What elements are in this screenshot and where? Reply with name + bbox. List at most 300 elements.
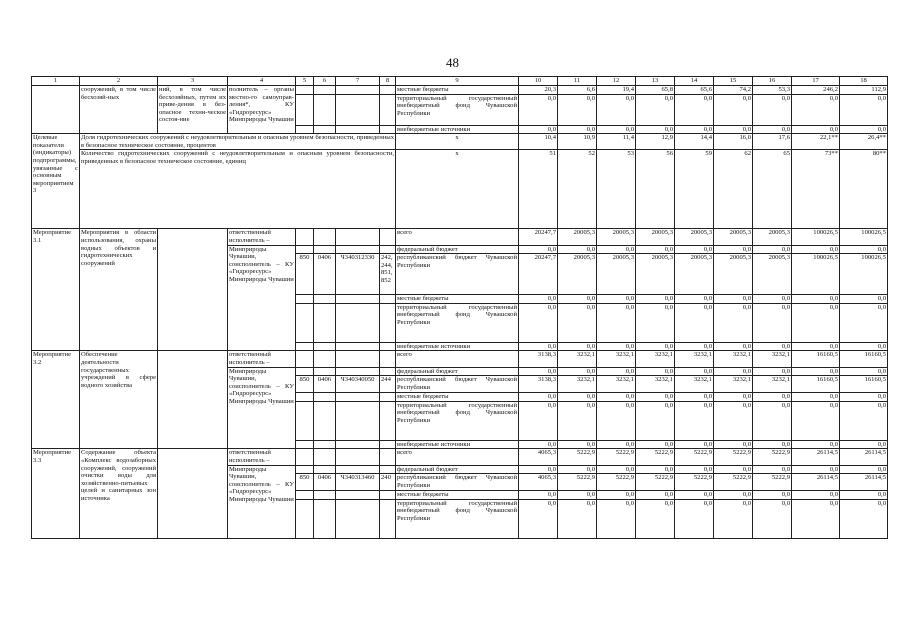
code-cell [296,491,314,500]
code-cell [314,245,336,254]
code-cell [296,393,314,402]
code-cell [296,229,314,245]
value-cell: 0,0 [753,342,792,351]
value-cell: 73** [792,150,840,229]
value-cell: 0,0 [675,499,714,538]
measure-executor-head-cell: ответственный исполнитель – [228,351,296,367]
header-cell: 17 [792,77,840,86]
value-cell: 0,0 [840,367,888,376]
code-cell [380,491,396,500]
measure-task-cell [158,351,228,449]
value-cell: 12,9 [636,134,675,150]
value-cell: 0,0 [840,303,888,342]
value-cell: 0,0 [636,499,675,538]
code-cell [296,367,314,376]
source-cell: территориальный государственный внебюджетный фонд Чувашской Республики [396,499,519,538]
source-cell: республиканский бюджет Чувашской Республики [397,474,517,489]
measure-executor-head-cell: ответственный исполнитель – [228,449,296,465]
source-cell: местные бюджеты [396,491,519,500]
value-cell: 0,0 [597,367,636,376]
value-cell: 0,0 [558,295,597,304]
target-article-cell: Ч340312330 [336,254,380,295]
value-cell: 26114,5 [792,474,840,491]
value-cell: 0,0 [792,245,840,254]
value-cell: 3232,1 [636,376,675,393]
value-cell: 0,0 [597,491,636,500]
value-cell: 0,0 [753,94,792,125]
code-cell [336,393,380,402]
expense-type-cell: 244 [380,376,396,393]
value-cell: 0,0 [636,125,675,134]
value-cell: 6,6 [558,86,597,95]
value-cell: 0,0 [753,393,792,402]
value-cell: 20005,3 [753,229,792,245]
value-cell: 14,4 [675,134,714,150]
code-cell [380,86,396,95]
value-cell: 0,0 [675,94,714,125]
value-cell: 0,0 [558,491,597,500]
value-cell: 56 [636,150,675,229]
budget-table [31,76,888,539]
value-cell: 0,0 [714,245,753,254]
measure-task-cell [158,449,228,538]
code-cell [314,229,336,245]
code-cell [336,440,380,449]
source-cell: всего [396,351,519,367]
value-cell: 0,0 [840,295,888,304]
value-cell: 53,3 [753,86,792,95]
code-cell [296,351,314,367]
header-cell: 8 [380,77,396,86]
value-cell: 20005,3 [597,229,636,245]
value-cell: 0,0 [597,465,636,474]
code-cell [336,229,380,245]
target-article-cell: Ч340313460 [336,474,380,491]
value-cell: 246,2 [792,86,840,95]
value-cell: 0,0 [558,440,597,449]
continuation-task-cell: ний, в том числе бесхозяйных, путем их приве-дения в без-опасное техни-ческое состоя-ние [158,86,228,134]
value-cell: 0,0 [558,342,597,351]
header-cell: 5 [296,77,314,86]
value-cell: 0,0 [636,245,675,254]
value-cell: 0,0 [519,401,558,440]
value-cell: 0,0 [558,499,597,538]
value-cell: 0,0 [753,465,792,474]
value-cell: 20005,3 [558,229,597,245]
value-cell: 0,0 [675,303,714,342]
continuation-name-cell: сооружений, в том числе бесхозяй-ных [80,86,158,134]
code-cell [314,491,336,500]
code-cell [380,303,396,342]
code-cell [314,499,336,538]
code-cell [336,491,380,500]
value-cell: 0,0 [792,94,840,125]
code-cell [380,393,396,402]
value-cell: 16160,5 [840,376,888,393]
value-cell: 0,0 [753,440,792,449]
value-cell: 3232,1 [558,351,597,367]
value-cell: 0,0 [792,499,840,538]
value-cell: 0,0 [840,465,888,474]
continuation-id-cell [32,86,80,134]
value-cell: 0,0 [636,491,675,500]
gov-code-cell: 850 [296,254,314,295]
value-cell: 3232,1 [597,351,636,367]
value-cell: 51 [519,150,558,229]
measure-executor-cell: Минприроды Чувашии, соисполнитель – КУ «Гидроресурс» Минприроды Чувашии [228,465,296,538]
value-cell: 0,0 [792,303,840,342]
value-cell: 0,0 [597,401,636,440]
code-cell [296,295,314,304]
code-cell [336,401,380,440]
source-cell: внебюджетные источники [396,125,519,134]
code-cell [336,86,380,95]
code-cell [314,125,336,134]
indicator-row [32,150,888,229]
code-cell [380,440,396,449]
source-cell: республиканский бюджет Чувашской Республики [397,376,517,391]
code-cell [380,245,396,254]
measure-name-cell: Содержание объекта «Комплекс водозаборных сооружений, сооружений очистки воды для хозяйственно-питьевых целей и санитарных зон источника [80,449,158,538]
value-cell: 10,9 [558,134,597,150]
code-cell [336,94,380,125]
section-code-cell: 0406 [314,376,336,393]
header-cell: 2 [80,77,158,86]
header-cell: 1 [32,77,80,86]
value-cell: 3232,1 [714,351,753,367]
value-cell: 3232,1 [636,351,675,367]
header-cell: 13 [636,77,675,86]
source-cell: местные бюджеты [396,86,519,95]
value-cell: 0,0 [714,491,753,500]
code-cell [380,499,396,538]
code-cell [296,125,314,134]
code-cell [296,94,314,125]
value-cell: 20005,3 [714,254,753,295]
value-cell: 0,0 [753,245,792,254]
value-cell: 26114,5 [792,449,840,465]
code-cell [380,449,396,465]
value-cell: 4065,3 [519,449,558,465]
code-cell [336,303,380,342]
value-cell: 5222,9 [558,449,597,465]
value-cell: 20,3 [519,86,558,95]
value-cell: 0,0 [792,295,840,304]
value-cell: 20005,3 [753,254,792,295]
value-cell: 3232,1 [753,351,792,367]
code-cell [380,342,396,351]
value-cell: 0,0 [636,393,675,402]
value-cell: 0,0 [792,440,840,449]
code-cell [314,342,336,351]
value-cell: 22,1** [792,134,840,150]
value-cell: 65,6 [675,86,714,95]
value-cell: 3138,3 [519,351,558,367]
value-cell: 3232,1 [597,376,636,393]
value-cell: 0,0 [714,295,753,304]
measure-executor-cell: Минприроды Чувашии, соисполнитель – КУ «Гидроресурс» Минприроды Чувашии [228,367,296,449]
code-cell [336,449,380,465]
source-cell: республиканский бюджет Чувашской Республики [396,254,519,295]
value-cell: 0,0 [636,303,675,342]
value-cell: 0,0 [840,491,888,500]
code-cell [380,125,396,134]
value-cell: 0,0 [840,245,888,254]
code-cell [296,303,314,342]
value-cell: 0,0 [753,125,792,134]
value-cell: 0,0 [597,125,636,134]
value-cell: 19,4 [597,86,636,95]
code-cell [380,401,396,440]
value-cell: 0,0 [753,401,792,440]
code-cell [336,367,380,376]
value-cell: 80** [840,150,888,229]
source-cell: федеральный бюджет [396,465,519,474]
header-cell: 4 [228,77,296,86]
value-cell: 0,0 [675,295,714,304]
measure-row [32,351,888,367]
source-cell: территориальный государственный внебюджетный фонд Чувашской Республики [396,401,519,440]
value-cell: 0,0 [519,295,558,304]
value-cell: 0,0 [675,393,714,402]
indicator-text-cell: Количество гидротехнических сооружений с неудовлетворительным и опасным уровнем безопасности, приведенных в безопасное техническое состояние, единиц [80,150,396,229]
code-cell [296,499,314,538]
measure-id-cell: Мероприятие 3.1 [32,229,80,351]
value-cell: 0,0 [714,125,753,134]
expense-type-cell: 240 [380,474,396,491]
value-cell: 5222,9 [597,474,636,491]
value-cell: 0,0 [792,465,840,474]
value-cell: 0,0 [558,367,597,376]
value-cell: 0,0 [792,491,840,500]
value-cell: 0,0 [714,342,753,351]
header-cell: 3 [158,77,228,86]
value-cell: 16160,5 [792,376,840,393]
code-cell [380,229,396,245]
value-cell: 4065,3 [519,474,558,491]
source-cell: федеральный бюджет [396,245,519,254]
header-cell: 18 [840,77,888,86]
value-cell: 0,0 [840,401,888,440]
value-cell: 10,4 [519,134,558,150]
table-body [32,77,888,539]
value-cell: 0,0 [792,393,840,402]
code-cell [336,351,380,367]
value-cell: 0,0 [519,94,558,125]
value-cell: 0,0 [597,499,636,538]
code-cell [336,342,380,351]
code-cell [314,295,336,304]
value-cell: 0,0 [558,465,597,474]
value-cell: 5222,9 [714,449,753,465]
value-cell: 0,0 [636,94,675,125]
value-cell: 0,0 [714,401,753,440]
value-cell: 0,0 [753,367,792,376]
header-cell: 11 [558,77,597,86]
value-cell: 0,0 [597,295,636,304]
code-cell [314,465,336,474]
gov-code-cell: 850 [296,376,314,393]
value-cell: 0,0 [675,342,714,351]
section-code-cell: 0406 [314,254,336,295]
header-cell: 12 [597,77,636,86]
code-cell [314,367,336,376]
value-cell: 17,6 [753,134,792,150]
continuation-executor-cell: полнитель – органы местно-го самоуправ-ления*, КУ «Гидроресурс» Минприроды Чувашии [228,86,296,134]
measure-task-cell [158,229,228,351]
code-cell [314,401,336,440]
code-cell [380,465,396,474]
code-cell [314,440,336,449]
value-cell: 0,0 [519,465,558,474]
indicator-text-cell: Доля гидротехнических сооружений с неудовлетворительным и опасным уровнем безопасности, приведенных в безопасное техническое состояние, процентов [81,134,394,149]
value-cell: 5222,9 [636,449,675,465]
source-cell: территориальный государственный внебюджетный фонд Чувашской Республики [396,94,519,125]
measure-id-cell: Мероприятие 3.2 [32,351,80,449]
value-cell: 0,0 [519,303,558,342]
value-cell: 0,0 [840,94,888,125]
value-cell: 59 [675,150,714,229]
value-cell: 0,0 [714,393,753,402]
value-cell: 5222,9 [714,474,753,491]
value-cell: 3232,1 [714,376,753,393]
value-cell: 5222,9 [636,474,675,491]
value-cell: 5222,9 [558,474,597,491]
value-cell: 0,0 [714,94,753,125]
value-cell: 20005,3 [597,254,636,295]
value-cell: 20005,3 [636,254,675,295]
measure-id-cell: Мероприятие 3.3 [32,449,80,538]
value-cell: 0,0 [840,440,888,449]
value-cell: 0,0 [558,303,597,342]
measure-row [32,229,888,245]
header-cell: 15 [714,77,753,86]
value-cell: 16160,5 [792,351,840,367]
value-cell: 0,0 [675,401,714,440]
value-cell: 65,8 [636,86,675,95]
value-cell: 112,9 [840,86,888,95]
section-code-cell: 0406 [314,474,336,491]
measure-name-cell: Обеспечение деятельности государственных учреждений в сфере водного хозяйства [80,351,158,449]
code-cell [296,440,314,449]
value-cell: 0,0 [519,440,558,449]
value-cell: 0,0 [636,367,675,376]
header-cell: 10 [519,77,558,86]
value-cell: 0,0 [840,125,888,134]
value-cell: 0,0 [675,125,714,134]
code-cell [296,342,314,351]
measure-executor-cell: Минприроды Чувашии, соисполнитель – КУ «Гидроресурс» Минприроды Чувашии [228,245,296,351]
code-cell [296,449,314,465]
value-cell: 16160,5 [840,351,888,367]
value-cell: 3232,1 [753,376,792,393]
source-cell: местные бюджеты [396,393,519,402]
value-cell: 74,2 [714,86,753,95]
value-cell: 100026,5 [840,254,888,295]
value-cell: 5222,9 [753,449,792,465]
value-cell: 0,0 [519,393,558,402]
value-cell: 0,0 [840,393,888,402]
code-cell [314,94,336,125]
source-cell: местные бюджеты [396,295,519,304]
value-cell: 0,0 [636,342,675,351]
value-cell: 0,0 [558,94,597,125]
value-cell: 0,0 [597,94,636,125]
code-cell [314,86,336,95]
source-cell: внебюджетные источники [396,342,519,351]
code-cell [314,351,336,367]
value-cell: 0,0 [636,295,675,304]
gov-code-cell: 850 [296,474,314,491]
value-cell: 0,0 [558,245,597,254]
value-cell: 100026,5 [792,254,840,295]
value-cell: 62 [714,150,753,229]
source-cell: всего [396,449,519,465]
indicator-x-cell: x [396,134,519,150]
header-cell: 7 [336,77,380,86]
value-cell: 65 [753,150,792,229]
value-cell: 100026,5 [792,229,840,245]
code-cell [380,367,396,376]
value-cell: 100026,5 [840,229,888,245]
value-cell: 5222,9 [753,474,792,491]
header-cell: 6 [314,77,336,86]
value-cell: 0,0 [636,465,675,474]
continuation-row [32,86,888,95]
code-cell [336,245,380,254]
value-cell: 5222,9 [675,449,714,465]
code-cell [314,393,336,402]
code-cell [314,449,336,465]
value-cell: 0,0 [714,499,753,538]
value-cell: 0,0 [558,401,597,440]
value-cell: 0,0 [675,465,714,474]
value-cell: 26114,5 [840,449,888,465]
header-cell: 16 [753,77,792,86]
value-cell: 0,0 [675,491,714,500]
value-cell: 0,0 [840,499,888,538]
source-cell: всего [396,229,519,245]
value-cell: 20247,7 [519,254,558,295]
value-cell: 0,0 [519,125,558,134]
code-cell [296,465,314,474]
value-cell: 20247,7 [519,229,558,245]
page-number: 48 [446,55,459,70]
value-cell: 16,0 [714,134,753,150]
measure-name-cell: Мероприятия в области использования, охраны водных объектов и гидротехнических сооружений [80,229,158,351]
code-cell [296,86,314,95]
code-cell [336,125,380,134]
value-cell: 0,0 [753,295,792,304]
header-cell: 14 [675,77,714,86]
expense-type-cell: 242, 244, 851, 852 [380,254,396,295]
value-cell: 0,0 [714,367,753,376]
code-cell [336,465,380,474]
code-cell [380,295,396,304]
value-cell: 26114,5 [840,474,888,491]
value-cell: 0,0 [753,491,792,500]
value-cell: 20005,3 [558,254,597,295]
value-cell: 0,0 [636,440,675,449]
value-cell: 0,0 [558,393,597,402]
source-cell: внебюджетные источники [396,440,519,449]
value-cell: 53 [597,150,636,229]
value-cell: 0,0 [753,499,792,538]
code-cell [336,295,380,304]
value-cell: 0,0 [753,303,792,342]
value-cell: 3232,1 [558,376,597,393]
header-row [32,77,888,86]
